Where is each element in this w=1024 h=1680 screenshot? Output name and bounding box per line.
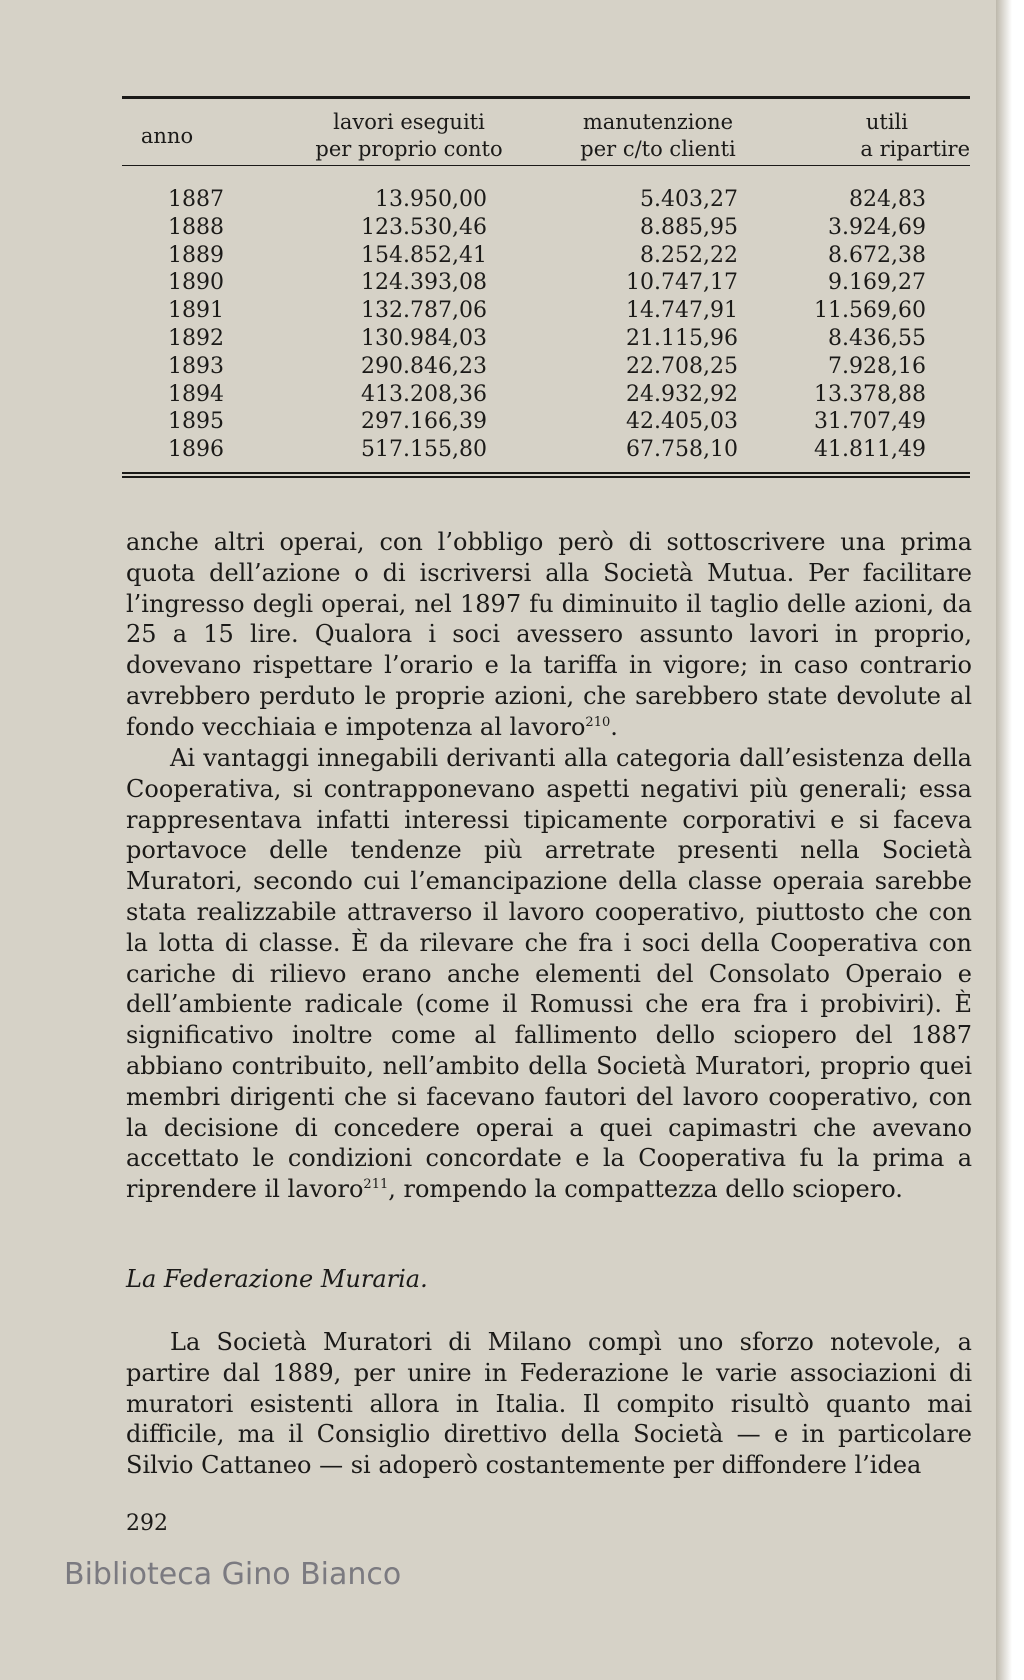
cell-anno: 1895 xyxy=(168,409,224,435)
paragraph-1 xyxy=(126,527,972,743)
cell-utili: 41.811,49 xyxy=(814,437,926,463)
cell-lavori: 290.846,23 xyxy=(361,353,487,379)
paragraph-2-end: , rompendo la compattezza dello sciopero. xyxy=(388,1175,903,1204)
cell-manutenzione: 5.403,27 xyxy=(640,187,738,212)
page-number: 292 xyxy=(126,1511,168,1536)
header-manutenzione-line2: per c/to clienti xyxy=(580,137,736,161)
cell-anno: 1893 xyxy=(168,353,224,379)
cell-lavori: 13.950,00 xyxy=(375,187,487,212)
cell-manutenzione: 42.405,03 xyxy=(626,409,738,435)
cell-utili: 13.378,88 xyxy=(814,381,926,407)
cell-anno: 1887 xyxy=(168,187,224,212)
header-anno: anno xyxy=(140,124,194,148)
cell-lavori: 124.393,08 xyxy=(361,270,487,296)
cell-manutenzione: 21.115,96 xyxy=(626,325,738,351)
cell-utili: 31.707,49 xyxy=(814,409,926,435)
table-row xyxy=(122,242,970,270)
header-lavori xyxy=(300,109,518,163)
cell-anno: 1888 xyxy=(168,214,224,240)
table-row xyxy=(122,436,970,464)
paragraph-1-text: anche altri operai, con l’obbligo però di sottoscrivere una prima quota dell’azione o di iscriversi alla Società Mutua. Per facilitare l’ingresso degli operai, nel 1897 fu diminuito il taglio delle azioni, da 25 a 15 lire. Qualora i soci avessero assunto lavori in proprio, dovevano rispettare l’orario e la tariffa in vigore; in caso contrario avrebbero perduto le proprie azioni, che sarebbero state devolute al fondo vecchiaia e impotenza al lavoro xyxy=(126,528,972,741)
cell-utili: 9.169,27 xyxy=(828,270,926,296)
cell-manutenzione: 22.708,25 xyxy=(626,353,738,379)
table-row xyxy=(122,381,970,409)
header-lavori-line2: per proprio conto xyxy=(315,137,503,161)
cell-lavori: 123.530,46 xyxy=(361,214,487,240)
table-row xyxy=(122,269,970,297)
cell-utili: 11.569,60 xyxy=(814,298,926,324)
cell-lavori: 517.155,80 xyxy=(361,437,487,463)
header-lavori-line1: lavori eseguiti xyxy=(333,110,485,134)
cell-utili: 8.672,38 xyxy=(828,242,926,268)
watermark-text: Biblioteca Gino Bianco xyxy=(64,1557,402,1592)
cell-manutenzione: 10.747,17 xyxy=(626,270,738,296)
header-utili-line2: a ripartire xyxy=(860,137,970,161)
cell-lavori: 154.852,41 xyxy=(361,242,487,268)
table-row xyxy=(122,297,970,325)
cell-manutenzione: 8.252,22 xyxy=(640,242,738,268)
footnote-ref-210: 210 xyxy=(585,714,611,730)
cell-manutenzione: 14.747,91 xyxy=(626,298,738,324)
header-manutenzione xyxy=(558,109,758,163)
cell-manutenzione: 67.758,10 xyxy=(626,437,738,463)
data-table xyxy=(122,96,970,478)
cell-anno: 1892 xyxy=(168,325,224,351)
cell-anno: 1890 xyxy=(168,270,224,296)
cell-utili: 8.436,55 xyxy=(828,325,926,351)
cell-manutenzione: 24.932,92 xyxy=(626,381,738,407)
cell-lavori: 413.208,36 xyxy=(361,381,487,407)
cell-lavori: 130.984,03 xyxy=(361,325,487,351)
paragraph-1-end: . xyxy=(610,712,618,741)
cell-manutenzione: 8.885,95 xyxy=(640,214,738,240)
cell-anno: 1894 xyxy=(168,381,224,407)
cell-utili: 7.928,16 xyxy=(828,353,926,379)
table-row xyxy=(122,408,970,436)
cell-anno: 1889 xyxy=(168,242,224,268)
page-edge xyxy=(996,0,1012,1680)
cell-anno: 1896 xyxy=(168,437,224,463)
table-row xyxy=(122,353,970,381)
cell-lavori: 297.166,39 xyxy=(361,409,487,435)
paragraph-3-text: La Società Muratori di Milano compì uno sforzo notevole, a partire dal 1889, per unire in Federazione le varie associazioni di muratori esistenti allora in Italia. Il compito risultò quanto mai difficile, ma il Consiglio direttivo della Società — e in particolare Silvio Cattaneo — si adoperò costantemente per diffondere l’idea xyxy=(126,1328,972,1480)
cell-utili: 824,83 xyxy=(849,187,926,212)
table-row xyxy=(122,325,970,353)
table-body xyxy=(122,166,970,472)
footnote-ref-211: 211 xyxy=(363,1177,389,1193)
table-row xyxy=(122,214,970,242)
cell-utili: 3.924,69 xyxy=(828,214,926,240)
section-title: La Federazione Muraria. xyxy=(126,1265,428,1293)
paragraph-2-text: Ai vantaggi innegabili derivanti alla categoria dall’esistenza della Cooperativa, si contrapponevano aspetti negativi più generali; essa rappresentava infatti interessi tipicamente corporativi e si faceva portavoce delle tendenze più arretrate presenti nella Società Muratori, secondo cui l’emancipazione della classe operaia sarebbe stata realizzabile attraverso il lavoro cooperativo, piuttosto che con la lotta di classe. È da rilevare che fra i soci della Cooperativa con cariche di rilievo erano anche elementi del Consolato Operaio e dell’ambiente radicale (come il Romussi che era fra i probiviri). È significativo inoltre come al fallimento dello sciopero del 1887 abbiano contribuito, nell’ambito della Società Muratori, proprio quei membri dirigenti che si facevano fautori del lavoro cooperativo, con la decisione di concedere operai a quei capimastri che avevano accettato le condizioni concordate e la Cooperativa fu la prima a riprendere il lavoro xyxy=(126,744,972,1204)
header-manutenzione-line1: manutenzione xyxy=(582,110,734,134)
table-header xyxy=(122,99,970,165)
table-bottom-rule xyxy=(122,472,970,478)
header-utili-line1: utili xyxy=(865,110,908,134)
table-row xyxy=(122,186,970,214)
header-utili xyxy=(800,109,970,163)
paragraph-2 xyxy=(126,743,972,1205)
cell-lavori: 132.787,06 xyxy=(361,298,487,324)
cell-anno: 1891 xyxy=(168,298,224,324)
paragraph-3 xyxy=(126,1327,972,1481)
